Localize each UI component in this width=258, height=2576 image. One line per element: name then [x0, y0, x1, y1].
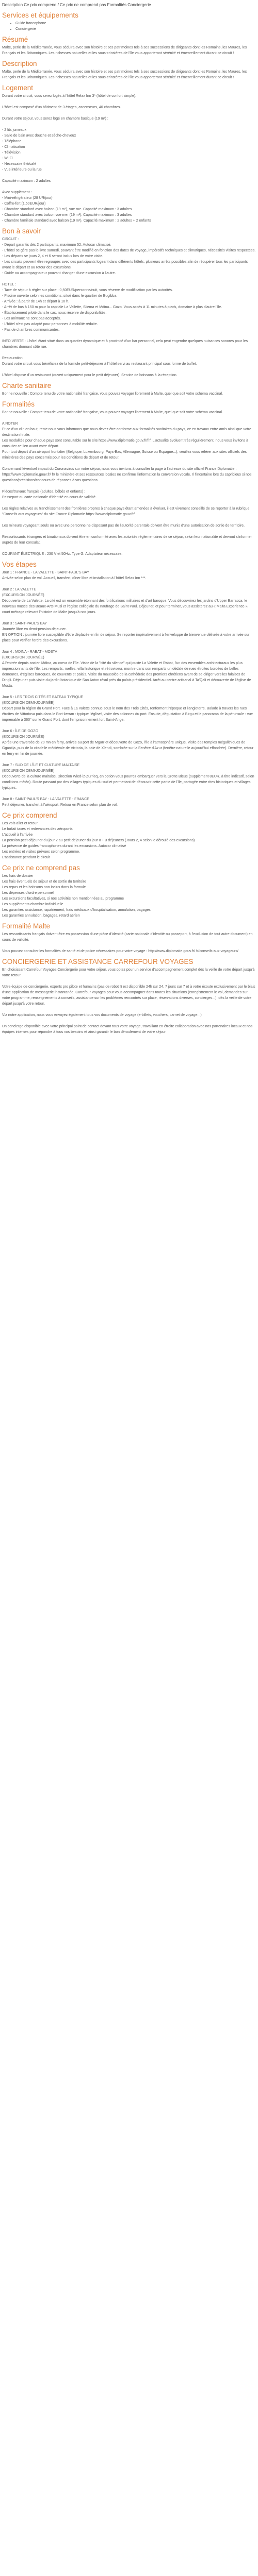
text-line: - Arrêt de bus à 150 m pour la capitale La Vallette, Sliema et Mdina... Gozo. Vous accès à 11 minutes à pieds, domaine à plus d'autre l'île. — [2, 306, 222, 309]
text-line: Jour 4 : MDINA - RABAT - MOSTA — [2, 650, 57, 654]
services-item: • Guide francophone — [15, 21, 256, 26]
text-line — [2, 643, 256, 649]
text-line — [2, 99, 256, 105]
text-line — [2, 110, 256, 116]
text-line: Ressortissants étrangers et binationaux doivent être en conformité avec les autorités réglementaires de ce séjour, selon leur nationalité et devront s'informer auprès de leur consulat. — [2, 535, 252, 545]
product-page — [0, 0, 258, 1040]
text-line: - 2 lits jumeaux — [2, 128, 27, 132]
charte-text: Bonne nouvelle : Compte tenu de votre nationalité française, vous pouvez voyager librement à Malte, quel que soit votre schéma vaccinal. — [2, 392, 223, 396]
text-line: Les ressortissants français doivent être en possession d'une pièce d'identité (carte nationale d'identité ou passeport, à l'exclusion de tout autre document) en cours de validité. — [2, 933, 253, 942]
text-line — [2, 757, 256, 762]
text-line — [2, 689, 256, 694]
text-line — [2, 483, 256, 489]
text-line: Passeport ou carte nationale d'identité en cours de validité. — [2, 496, 97, 499]
text-line: Les règles relatives au franchissement des frontières propres à chaque pays étant amenées à évoluer, il est vivement conseillé de se reporter à la rubrique "Conseils aux voyageurs" du site France Diplomatie.https://www.diplomatie.gouv.fr/ — [2, 507, 250, 516]
text-line: - L'hôtel n'est pas adapté pour personnes à mobilité réduite. — [2, 323, 98, 326]
text-line: Jour 6 : ÎLE DE GOZO — [2, 730, 39, 733]
text-line: L'accueil à l'arrivée — [2, 833, 33, 837]
text-line: Découverte de la culture maltaise. Direction Wied-iz-Zurrieq, en option vous pourrez embarquer vers la Grotte Bleue (supplément 8EUR, à titre indicatif, selon conditions météo). Route passant par des villages typiques du sud et permettant de découvrir cette partie de l'île, partagée entre rites historiques et villages typiques. — [2, 775, 254, 790]
text-line: Jour 1 : FRANCE - LA VALETTE - SAINT-PAUL'S BAY — [2, 571, 89, 574]
text-line: - Piscine ouverte selon les conditions, situé dans le quartier de Bugibba. — [2, 294, 118, 298]
text-line — [2, 500, 256, 506]
formalites-title: Formalités — [2, 400, 35, 408]
text-line: (EXCURSION JOURNÉE) — [2, 735, 44, 739]
text-line: A NOTER — [2, 422, 18, 426]
text-line: - Wi-Fi — [2, 157, 13, 160]
text-line — [2, 529, 256, 534]
text-line — [2, 184, 256, 190]
text-line: - L'hôtel se gère pas le livre samedi, pouvant être modifié en fonction des dates de voyage, impératifs techniques et climatiques, nécessités visites respectées. — [2, 249, 256, 252]
text-line: L'hôtel dispose d'un restaurant (ouvert uniquement pour le petit déjeuner). Service de boissons à la réception. — [2, 374, 178, 377]
text-line — [2, 1018, 256, 1024]
text-line — [2, 415, 256, 421]
text-line: Durant votre séjour, vous serez logé en chambre basique (19 m²) : — [2, 117, 108, 121]
text-line: Après une traversée de 20 mn en ferry, arrivée au port de Mgarr et découverte de Gozo, l'île à l'atmosphère unique. Visite des temples mégalithiques de Ggantija, puis de la citadelle médiévale de Victoria, la baie de Xlendi, sombrée sur la Fenêtre d'Azur (fenêtre naturelle aujourd'hui effondrée). Dernière, retour en ferry en fin de journée. — [2, 741, 254, 756]
text-line — [2, 581, 256, 587]
text-line: Pièces/travaux français (adultes, bébés et enfants) : — [2, 490, 86, 494]
text-line: Les modalités pour chaque pays sont consultable sur le site https://www.diplomatie.gouv.fr/fr/. L'actualité évoluent très régulièrement, nous vous invitons à consulter ce lien avant votre départ. — [2, 439, 249, 448]
text-line — [2, 791, 256, 796]
text-line: Les garanties annulation, bagages, retard aérien — [2, 914, 80, 918]
text-line: Journée libre en demi-pension déjeuner. — [2, 628, 67, 631]
text-line: Les repas et les boissons non inclus dans la formule — [2, 886, 86, 889]
text-line — [2, 350, 256, 355]
text-line: - Télévision — [2, 151, 21, 155]
text-line: Les suppléments chambre individuelle — [2, 903, 63, 906]
text-line: - Coffre-fort (1,50EUR/jour) — [2, 202, 46, 206]
text-line: - Taxe de séjour à régler sur place : 0,50EUR/personne/nuit, sous réserve de modification par les autorités. — [2, 289, 173, 292]
text-line: Jour 5 : LES TROIS CITÉS ET BATEAU TYPIQUE — [2, 696, 84, 699]
text-line: CIRCUIT : — [2, 238, 19, 241]
text-line — [2, 615, 256, 621]
text-line — [2, 461, 256, 466]
resume-title: Résumé — [2, 36, 28, 43]
text-line: - Chambre familiale standard avec balcon (19 m²). Capacité maximum : 2 adultes + 2 enfants — [2, 219, 151, 223]
text-line: - Chambre standard avec balcon (19 m²), vue rue. Capacité maximum : 3 adultes — [2, 208, 132, 211]
conciergerie-lines — [2, 967, 256, 1035]
text-line — [2, 723, 256, 728]
text-line: - Pas de chambres communicantes. — [2, 328, 60, 332]
text-line: Vous pouvez consulter les formalités de santé et de police nécessaires pour votre voyage : http://www.diplomatie.gouv.fr/ fr/conseils-aux-voyageurs/ — [2, 950, 238, 953]
logement-title: Logement — [2, 84, 34, 92]
text-line: Arrivée selon plan de vol. Accueil, transfert, dîner libre et installation à l'hôtel Relax Inn ***. — [2, 577, 147, 580]
text-line: (EXCURSION JOURNÉE) — [2, 656, 44, 659]
services-title: Services et équipements — [2, 11, 78, 19]
prix-ne-comprend-title: Ce prix ne comprend pas — [2, 864, 80, 872]
text-line: - Nécessaire thé/café — [2, 162, 37, 166]
text-line: A l'entrée depuis ancien Mdina, au coeur de l'île. Visite de la "cité du silence" qui jouxte La Valette et Rabat, l'un des ensembles architecturaux les plus impressionnants de l'île. Les remparts, ruelles, villa historique et rétroviseur, montre dans son remparts un dédale de rues étroites bordées de belles demeures, d'églises baroques, de couvents et palais. Visite du mausolée de la cathédrale des premiers chrétiens avant de se diriger vers les falaises de Dingli. Déjeuner puis visite du jardin botanique de San Anton résul près du palais présidentiel. Arrêt au centre artisanal à Ta'Qali et découverte de l'église de Mosta. — [2, 662, 251, 688]
text-line: - Vue intérieure ou la rue — [2, 168, 42, 172]
text-line — [2, 367, 256, 372]
text-line: - Les circuits peuvent être regroupés avec des participants logeant dans différents hôtels, plusieurs arrêts possibles afin de récupérer tous les participants avant le départ et au retour des excursions. — [2, 260, 248, 269]
text-line: La pension petit déjeuner du jour 2 au petit-déjeuner du jour 8 + 3 déjeuners (Jours 2, 4 selon le déroulé des excursions) — [2, 839, 195, 842]
text-line: Pour tout départ d'un aéroport frontalier (Belgique, Luxembourg, Pays-Bas, Allemagne, Suisse ou Espagne...), veuillez vous référer aux sites officiels des ministères des pays concernés pour les conditions de départ et de retour. — [2, 450, 247, 460]
logement-lines — [2, 93, 256, 224]
resume-text: Malte, perle de la Méditerranée, vous séduira avec son histoire et ses patrimoines tels à ses successions de dirigeants dont les Romains, les Maures, les Français et les Britanniques. Les richesses naturelles et les sous-crinstères de l'île vous apporteront sérénité et émerveillement durant ce circuit ! — [2, 46, 247, 55]
text-line — [2, 978, 256, 984]
text-line: - Mini-réfrigérateur (28 UR/jour) — [2, 196, 53, 200]
text-line — [2, 276, 256, 282]
formalites-malte-lines — [2, 931, 256, 954]
text-line — [2, 333, 256, 338]
text-line: Les vols aller et retour — [2, 822, 38, 825]
text-line: Avec supplément : — [2, 191, 32, 194]
services-list — [2, 21, 256, 32]
text-line — [2, 173, 256, 178]
text-line: L'assistance pendant le circuit — [2, 856, 51, 859]
text-line: Les garanties assistance, rapatriement, frais médicaux d'hospitalisation, annulation, bagages — [2, 908, 151, 912]
text-line: HOTEL : — [2, 283, 16, 286]
text-line: Bonne nouvelle : Compte tenu de votre nationalité française, vous pouvez voyager librement à Malte, quel que soit votre schéma vaccinal. — [2, 411, 223, 414]
conciergerie-title: CONCIERGERIE ET ASSISTANCE CARREFOUR VOYAGES — [2, 958, 194, 965]
text-line: Un concierge disponible avec votre principal point de contact devant tous votre voyage, travaillant en étroite collaboration avec nos partenaires locaux et nos équipes internes pour répondre à tous vos besoins et ainsi garantir le bon déroulement de votre séjour. — [2, 1025, 253, 1034]
text-line: Jour 2 : LA VALETTE — [2, 588, 37, 591]
text-line: En choisissant Carrefour Voyages Conciergerie pour votre séjour, vous optez pour un service d'accompagnement complet dès la veille de votre départ jusqu'à votre retour. — [2, 968, 255, 977]
text-line — [2, 517, 256, 523]
description-text: Malte, perle de la Méditerranée, vous séduira avec son histoire et ses patrimoines tels à ses successions de dirigeants dont les Romains, les Maures, les Français et les Britanniques. Les richesses naturelles et les sous-crinstères de l'île vous apporteront sérénité et émerveillement durant ce circuit ! — [2, 70, 247, 79]
text-line: Les dépenses d'ordre personnel — [2, 891, 54, 895]
formalites-lines — [2, 410, 256, 557]
text-line: Jour 7 : SUD DE L'ÎLE ET CULTURE MALTAISE — [2, 764, 80, 767]
text-line: EN OPTION : journée libre susceptible d'être déplacée en fin de séjour. Se reporter impérativement à l'enveloppe de bienvenue délivrée à votre arrivée sur place pour vérifier l'ordre des excursions. — [2, 633, 250, 642]
text-line: Petit déjeuner, transfert à l'aéroport. Retour en France selon plan de vol. — [2, 803, 118, 807]
text-line: Les frais éventuels de séjour et de sortie du territoire — [2, 880, 87, 884]
text-line: Capacité maximum : 2 adultes — [2, 179, 51, 183]
text-line: Découverte de La Valette. La cité est un ensemble étonnant des fortifications militaires et d'art baroque. Vous découvrirez les jardins d'Upper Barracca, le nouveau musée des Beaux-Arts Musi et l'église collégiale du naufrage de Saint Paul. Déjeuner, et pour terminer, vous assisterez au « Malta Experience », court métrage relevant l'histoire de Malte jusqu'à nos jours. — [2, 599, 249, 614]
description-title: Description — [2, 60, 37, 67]
prix-comprend-title: Ce prix comprend — [2, 811, 57, 819]
text-line: L'hôtel est composé d'un bâtiment de 3 étages, ascenseurs, 40 chambres. — [2, 106, 121, 109]
breadcrumb — [2, 2, 256, 8]
text-line: Durant votre circuit vous bénéficiez de la formule petit-déjeuner à l'hôtel servi au restaurant principal sous forme de buffet. — [2, 362, 197, 366]
bon-savoir-title: Bon à savoir — [2, 227, 41, 235]
text-line: - Arrivée : à partir de 14h et départ à 10 h. — [2, 300, 69, 303]
text-line — [2, 943, 256, 948]
text-line: COURANT ÉLECTRIQUE : 230 V et 50Hz. Type G. Adaptateur nécessaire. — [2, 552, 123, 556]
text-line: Via notre application, nous vous envoyez également tous vos documents de voyage (e-billets, vouchers, carnet de voyage...) — [2, 1013, 202, 1017]
services-item: • Conciergerie — [15, 26, 256, 32]
formalites-malte-title: Formalité Malte — [2, 922, 51, 930]
text-line: - Chambre standard avec balcon vue mer (19 m²). Capacité maximum : 3 adultes — [2, 213, 132, 217]
text-line: - Salle de bain avec douche et sèche-cheveux — [2, 134, 76, 138]
text-line: (EXCURSION DEMI-JOURNÉE) — [2, 769, 55, 773]
text-line: Le forfait taxes et redevances des aéroports — [2, 827, 73, 831]
text-line: Votre équipe de conciergerie, experts pro pilote et humains (pas de robot !) est disponible 24h sur 24, 7 jours sur 7 et à votre écoute exclusivement par le biais d'une application de messagerie instantanée. Carrefour Voyages pour vous accompagner dans toutes les situations (enregistrement le vol, demandes sur votre programme, renseignements à conseils, assistance sur les problèmes rencontrés sur place, réservations diverses, concierges...). dès la veille de votre départ jusqu'à votre retour. — [2, 985, 255, 1006]
text-line: - Téléphone — [2, 140, 22, 143]
text-line — [2, 546, 256, 551]
text-line — [2, 122, 256, 127]
text-line: Jour 8 : SAINT-PAUL'S BAY - LA VALETTE - FRANCE — [2, 798, 89, 801]
text-line: La présence de guides francophones durant les excursions. Autocar climatisé — [2, 844, 126, 848]
text-line: (EXCURSION DEMI-JOURNÉE) — [2, 701, 55, 705]
text-line: Les mineurs voyageant seuls ou avec une personne ne disposant pas de l'autorité parentale doivent être munis d'une autorisation de sortie de territoire. — [2, 524, 245, 528]
bon-savoir-lines — [2, 236, 256, 378]
text-line: - Les animaux ne sont pas acceptés. — [2, 317, 61, 320]
text-line: Les excursions facultatives, si nos activités non mentionnées au programme — [2, 897, 124, 901]
text-line: - Départ garantis dès 2 participants, maximum 52. Autocar climatisé. — [2, 243, 111, 247]
text-line: Jour 3 : SAINT-PAUL'S BAY — [2, 622, 47, 625]
text-line: Restauration — [2, 357, 23, 360]
text-line: (EXCURSION JOURNÉE) — [2, 594, 44, 597]
text-line: Concernant l'éventuel impact du Coronavirus sur votre séjour, nous vous invitons à consulter la page à l'adresse du site officiel France Diplomatie : https://www.diplomatie.gouv.fr/ fr/ le ministère et ses ressources locales ne confirme l'information la conversion vocale. Il l'incertaine lors du capricieux si nos questions/précisions/concours de réponses à vos questions — [2, 467, 252, 482]
text-line: - Les départs se jours 2, 4 et 6 seront inclus lors de votre visite. — [2, 255, 104, 258]
visites-title: Vos étapes — [2, 561, 37, 568]
text-line — [2, 1007, 256, 1012]
text-line: - Établissement piloté dans le cas, nous réserve de disponibilités. — [2, 311, 107, 315]
text-line: - Climatisation — [2, 145, 25, 149]
charte-title: Charte sanitaire — [2, 382, 52, 389]
text-line: Départ pour la région du Grand Port. Face à La Valette connue sous le nom des Trois Cités, renferment l'époque et l'angleterre. Balade à travers les rues étroites de Vittoriosa puis dans le Fort-kerran : typique l'église!, visite des colonnes du port. Ensuite, dégustation à Birgu et le panorama de la péninsule : vue imprenable à 360° sur le Grand Port, dont l'emprisonnement fort Saint-Ange. — [2, 707, 253, 722]
text-line: Durant votre circuit, vous serez logés à l'hôtel Relax Inn 3* (hôtel de confort simple). — [2, 94, 137, 98]
text-line: - Guide ou accompagnateur pouvant changer d'une excursion à l'autre. — [2, 272, 116, 275]
breadcrumb-links[interactable]: Description Ce prix comprend / Ce prix ne comprend pas Formalités Conciergerie — [2, 3, 151, 7]
text-line: INFO VERTE : L'hôtel étant situé dans un quartier dynamique et à proximité d'un bar personnel, cela peut engendre quelques nuisances sonores pour les chambres donnant côté rue. — [2, 340, 248, 349]
text-line: Les frais de dossier — [2, 874, 34, 878]
text-line: Les entrées et visites prévues selon programme. — [2, 850, 80, 854]
visites-lines — [2, 570, 256, 808]
prix-comprend-lines — [2, 821, 256, 860]
text-line: Et ce d'un clin en haut, reste nous vous informons que nous devez être conforme aux formalités sanitaires du pays, ce en travaux entre amis ainsi que votre destination finale. — [2, 428, 252, 437]
prix-ne-comprend-lines — [2, 873, 256, 919]
